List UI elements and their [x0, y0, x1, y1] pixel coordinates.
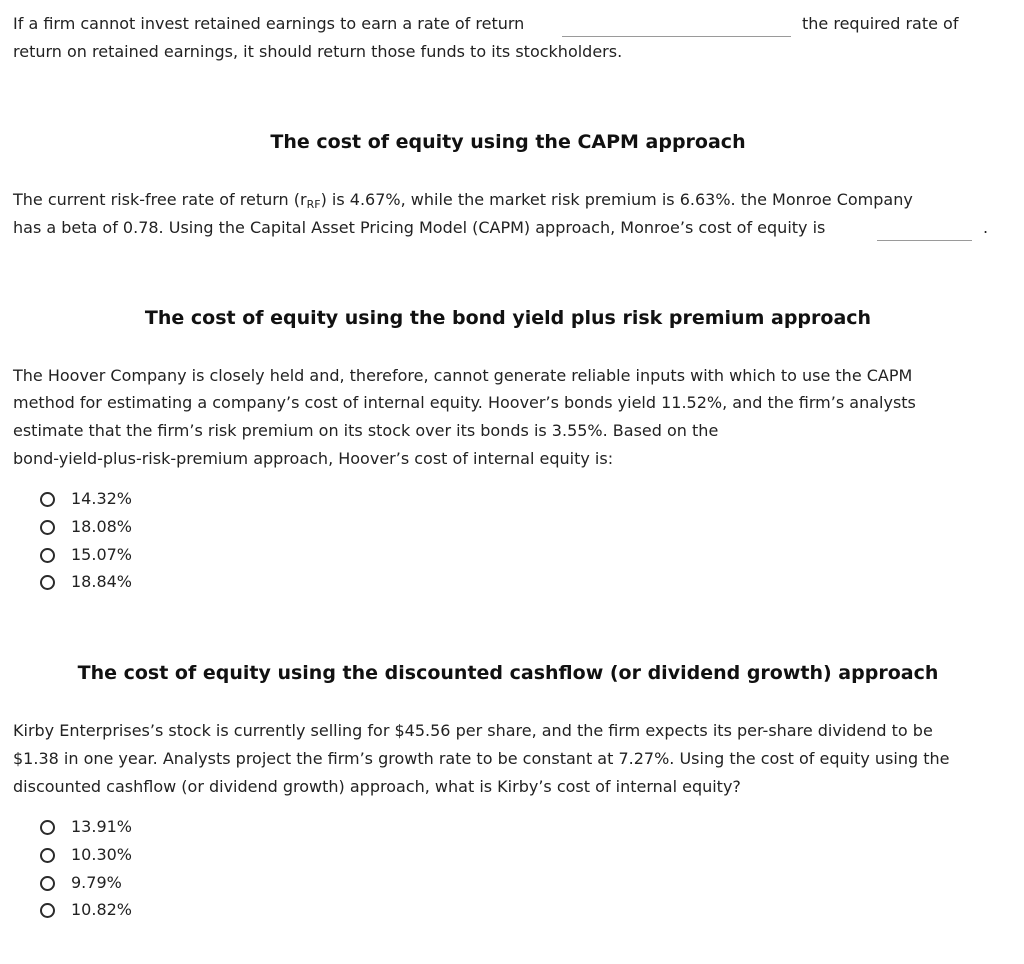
radio-button[interactable] [40, 848, 55, 863]
radio-button[interactable] [40, 903, 55, 918]
radio-button[interactable] [40, 876, 55, 891]
dcf-option-label: 10.30% [71, 845, 133, 864]
capm-question-line-2: has a beta of 0.78. Using the Capital Asset Pricing Model (CAPM) approach, Monroe’s cost of equity is [13, 218, 826, 237]
retained-question-line-1 [13, 14, 524, 34]
bond-question-line: method for estimating a company’s cost of internal equity. Hoover’s bonds yield 11.52%, and the firm’s analysts [13, 393, 916, 412]
dcf-option-13-91[interactable] [40, 816, 132, 838]
dcf-question-line: discounted cashflow (or dividend growth) approach, what is Kirby’s cost of internal equity? [13, 777, 741, 796]
capm-cost-of-equity-dropdown[interactable] [877, 220, 972, 241]
bond-option-15-07[interactable] [40, 544, 132, 566]
radio-button[interactable] [40, 820, 55, 835]
capm-text-b: ) is 4.67%, while the market risk premium is 6.63%. the Monroe Company [320, 190, 913, 209]
radio-button[interactable] [40, 548, 55, 563]
radio-button[interactable] [40, 575, 55, 590]
bond-option-label: 15.07% [71, 545, 133, 564]
bond-option-18-08[interactable] [40, 516, 132, 538]
capm-rf-subscript: RF [306, 198, 321, 211]
dcf-option-label: 13.91% [71, 817, 133, 836]
dcf-option-label: 9.79% [71, 873, 122, 892]
dcf-option-9-79[interactable] [40, 872, 122, 894]
bond-option-label: 18.08% [71, 517, 133, 536]
retained-question-text-end: the required rate of [802, 14, 959, 33]
retained-rate-dropdown[interactable] [562, 16, 791, 37]
bond-question-line: estimate that the firm’s risk premium on its stock over its bonds is 3.55%. Based on the [13, 421, 719, 440]
capm-heading: The cost of equity using the CAPM approach [270, 131, 746, 153]
capm-text-a: The current risk-free rate of return (r [13, 190, 307, 209]
dcf-question-line: Kirby Enterprises’s stock is currently selling for $45.56 per share, and the firm expects its per-share dividend to be [13, 721, 933, 740]
capm-period: . [983, 218, 989, 237]
dcf-question-line: $1.38 in one year. Analysts project the firm’s growth rate to be constant at 7.27%. Using the cost of equity using the [13, 749, 950, 768]
bond-question-line: The Hoover Company is closely held and, therefore, cannot generate reliable inputs with which to use the CAPM [13, 366, 913, 385]
capm-question-line-1 [13, 190, 913, 215]
radio-button[interactable] [40, 492, 55, 507]
dcf-option-10-30[interactable] [40, 844, 132, 866]
bond-option-label: 14.32% [71, 489, 133, 508]
bond-option-14-32[interactable] [40, 488, 132, 510]
bond-question-line: bond-yield-plus-risk-premium approach, Hoover’s cost of internal equity is: [13, 449, 614, 468]
radio-button[interactable] [40, 520, 55, 535]
dcf-heading: The cost of equity using the discounted cashflow (or dividend growth) approach [77, 662, 939, 684]
dcf-option-label: 10.82% [71, 900, 133, 919]
retained-question-text-start: If a firm cannot invest retained earnings to earn a rate of return [13, 14, 525, 33]
bond-heading: The cost of equity using the bond yield plus risk premium approach [144, 307, 872, 329]
bond-option-label: 18.84% [71, 572, 133, 591]
retained-question-line-2: return on retained earnings, it should return those funds to its stockholders. [13, 42, 623, 61]
dcf-option-10-82[interactable] [40, 899, 132, 921]
bond-option-18-84[interactable] [40, 571, 132, 593]
